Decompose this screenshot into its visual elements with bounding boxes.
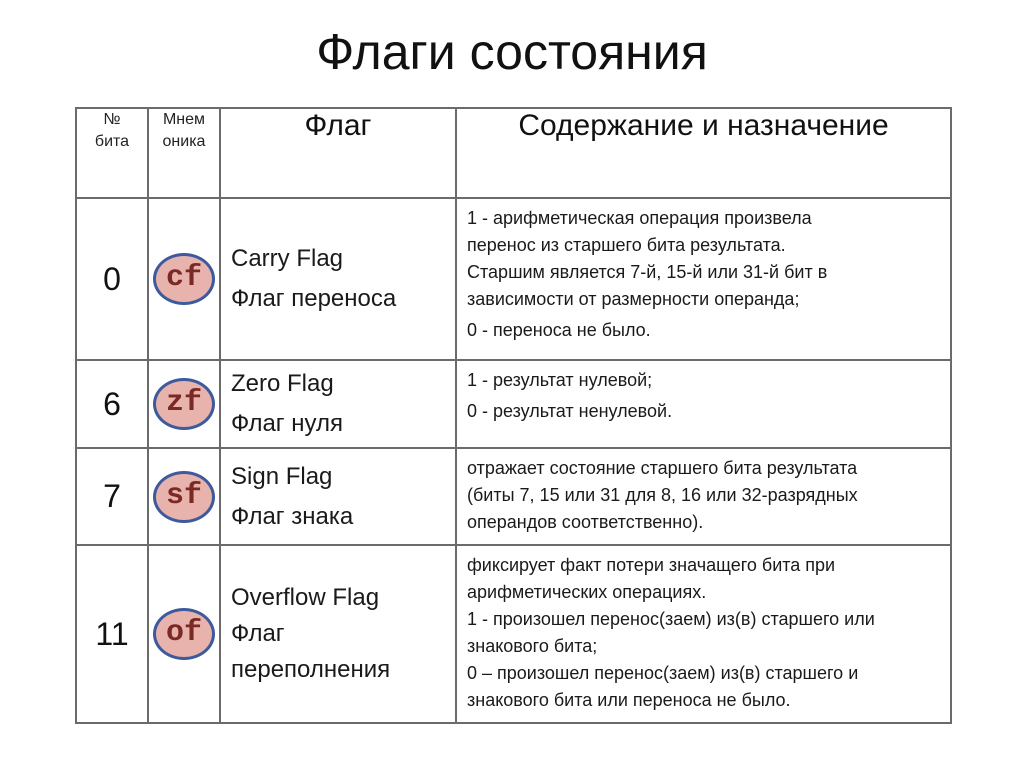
description-line: (биты 7, 15 или 31 для 8, 16 или 32-разрядных (467, 485, 858, 505)
flag-russian-name: Флаг (231, 620, 285, 647)
mnemonic-cell (148, 448, 220, 545)
bit-number: 7 (76, 448, 148, 545)
flag-name-cell (220, 360, 456, 448)
table-row (76, 448, 951, 545)
description-line: знакового бита; (467, 636, 598, 656)
flag-english-name: Overflow Flag (231, 584, 380, 611)
description-cell (456, 545, 951, 723)
table-row (76, 545, 951, 723)
description-line: 1 - арифметическая операция произвела (467, 208, 812, 228)
description-line: 0 - переноса не было. (467, 320, 651, 340)
flag-english-name: Zero Flag (231, 370, 334, 397)
mnemonic-cell (148, 360, 220, 448)
bit-number: 11 (76, 545, 148, 723)
bit-number: 6 (76, 360, 148, 448)
mnemonic-badge: cf (153, 253, 215, 305)
header-flag: Флаг (220, 108, 456, 198)
header-mnemonic (148, 108, 220, 198)
description-line: знакового бита или переноса не было. (467, 690, 791, 710)
flag-name-cell (220, 545, 456, 723)
flag-russian-name: Флаг нуля (231, 410, 343, 437)
header-mnemonic-line2: оника (162, 133, 206, 150)
bit-number: 0 (76, 198, 148, 360)
mnemonic-badge: of (153, 608, 215, 660)
page-title: Флаги состояния (316, 24, 708, 80)
flag-english-name: Sign Flag (231, 462, 333, 490)
description-line: 0 – произошел перенос(заем) из(в) старшего и (467, 663, 859, 683)
description-line: фиксирует факт потери значащего бита при (467, 555, 836, 575)
flag-russian-name: Флаг переноса (231, 285, 397, 312)
description-cell (456, 448, 951, 545)
description-line: 1 - результат нулевой; (467, 370, 653, 390)
table-row (76, 360, 951, 448)
header-mnemonic-line1: Мнем (162, 111, 206, 128)
flag-russian-name: Флаг знака (231, 502, 354, 530)
header-description: Содержание и назначение (456, 108, 951, 198)
description-line: арифметических операциях. (467, 582, 707, 602)
header-bit-line2: бита (94, 133, 130, 150)
description-line: операндов соответственно). (467, 512, 704, 532)
mnemonic-badge: zf (153, 378, 215, 430)
description-line: 1 - произошел перенос(заем) из(в) старшего или (467, 609, 875, 629)
mnemonic-cell (148, 545, 220, 723)
description-line: Старшим является 7-й, 15-й или 31-й бит в (467, 262, 828, 282)
description-line: отражает состояние старшего бита результата (467, 458, 858, 478)
flag-english-name: Carry Flag (231, 245, 344, 272)
flag-name-cell (220, 448, 456, 545)
flag-name-cell (220, 198, 456, 360)
description-cell (456, 360, 951, 448)
table-header-row (76, 108, 951, 198)
flags-table (75, 107, 952, 724)
header-bit-number (76, 108, 148, 198)
description-line: перенос из старшего бита результата. (467, 235, 786, 255)
description-line: 0 - результат ненулевой. (467, 401, 673, 421)
description-cell (456, 198, 951, 360)
description-line: зависимости от размерности операнда; (467, 289, 800, 309)
header-bit-line1: № (103, 111, 121, 128)
mnemonic-badge: sf (153, 471, 215, 523)
table-row (76, 198, 951, 360)
flag-russian-name: переполнения (231, 656, 391, 683)
mnemonic-cell (148, 198, 220, 360)
